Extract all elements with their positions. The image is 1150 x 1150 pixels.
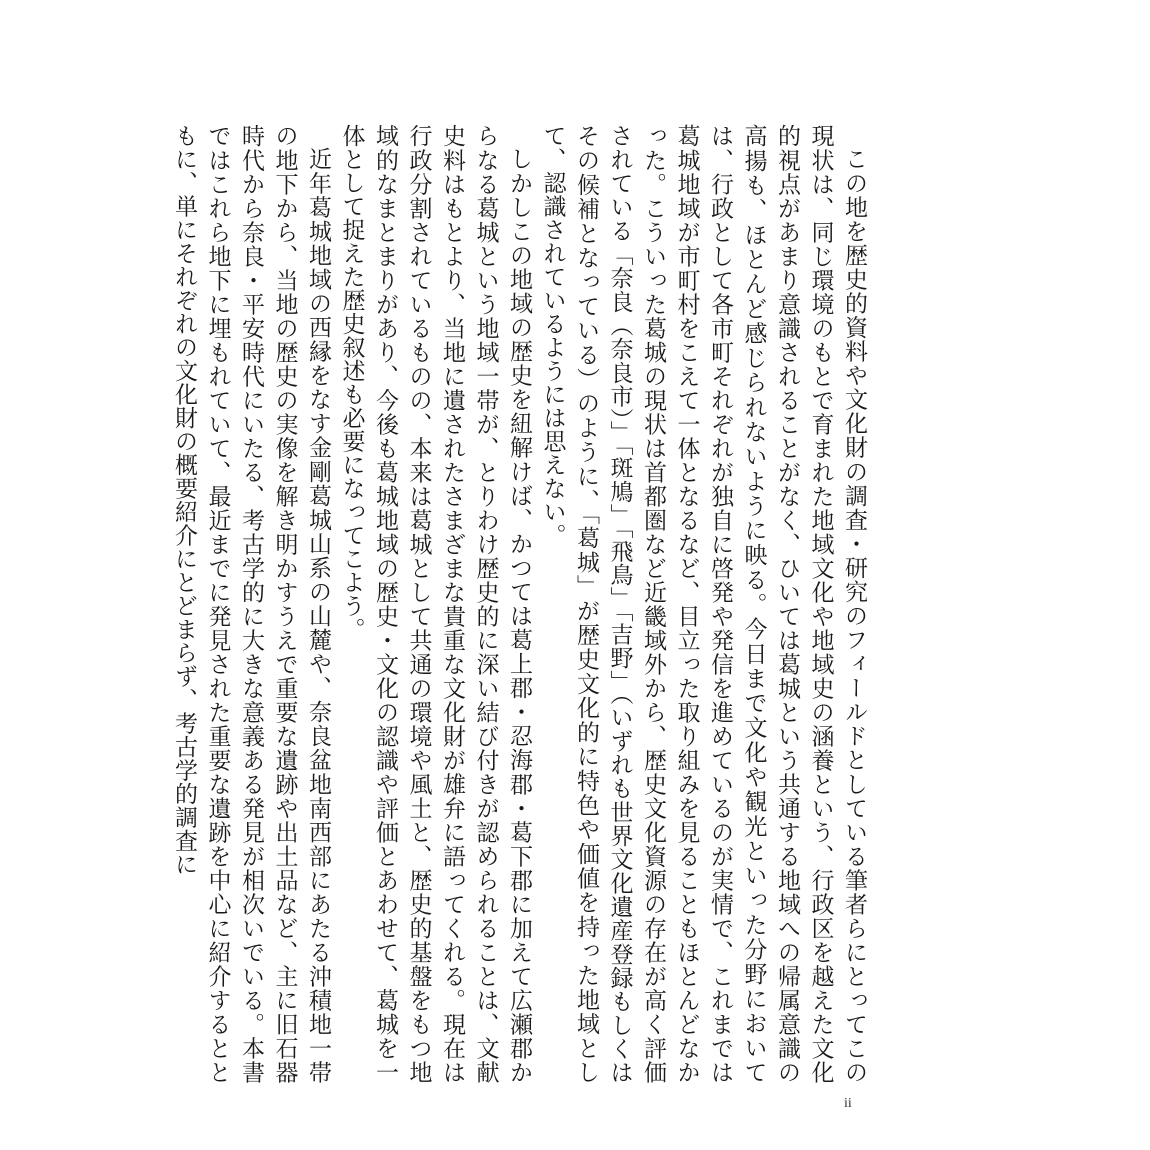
page-number: ii <box>844 1096 852 1111</box>
paragraph-1: この地を歴史的資料や文化財の調査・研究のフィールドとしている筆者らにとってこの現状は、同じ環境のもとで育まれた地域文化や地域史の涵養という、行政区を越えた文化的視点があまり意識されることがなく、ひいては葛城という共通する地域への帰属意識の高揚も、ほとんど感じられないように映る。今日まで文化や観光といった分野においては、行政として各市町それぞれが独自に啓発や発信を進めているのが実情で、これまでは葛城地域が市町村をこえて一体となるなど、目立った取り組みを見ることもほとんどなかった。こういった葛城の現状は首都圏など近畿域外から、歴史文化資源の存在が高く評価されている「奈良（奈良市）」「斑鳩」「飛鳥」「吉野」（いずれも世界文化遺産登録もしくはその候補となっている）のように、「葛城」が歴史文化的に特色や価値を持った地域として、認識されているようには思えない。 <box>539 124 867 1084</box>
paragraph-2: しかしこの地域の歴史を紐解けば、かつては葛上郡・忍海郡・葛下郡に加えて広瀬郡からなる葛城という地域一帯が、とりわけ歴史的に深い結び付きが認められることは、文献史料はもとより、当地に遺されたさまざまな貴重な文化財が雄弁に語ってくれる。現在は行政分割されているものの、本来は葛城として共通の環境や風土と、歴史的基盤をもつ地域的なまとまりがあり、今後も葛城地域の歴史・文化の認識や評価とあわせて、葛城を一体として捉えた歴史叙述も必要になってこよう。 <box>338 124 532 1084</box>
vertical-text-body <box>171 124 870 1085</box>
paragraph-3: 近年葛城地域の西縁をなす金剛葛城山系の山麓や、奈良盆地南西部にあたる沖積地一帯の地下から、当地の歴史の実像を解き明かすうえで重要な遺跡や出土品など、主に旧石器時代から奈良・平安時代にいたる、考古学的に大きな意義ある発見が相次いでいる。本書ではこれら地下に埋もれていて、最近までに発見された重要な遺跡を中心に紹介するとともに、単にそれぞれの文化財の概要紹介にとどまらず、考古学的調査に <box>171 124 331 1085</box>
